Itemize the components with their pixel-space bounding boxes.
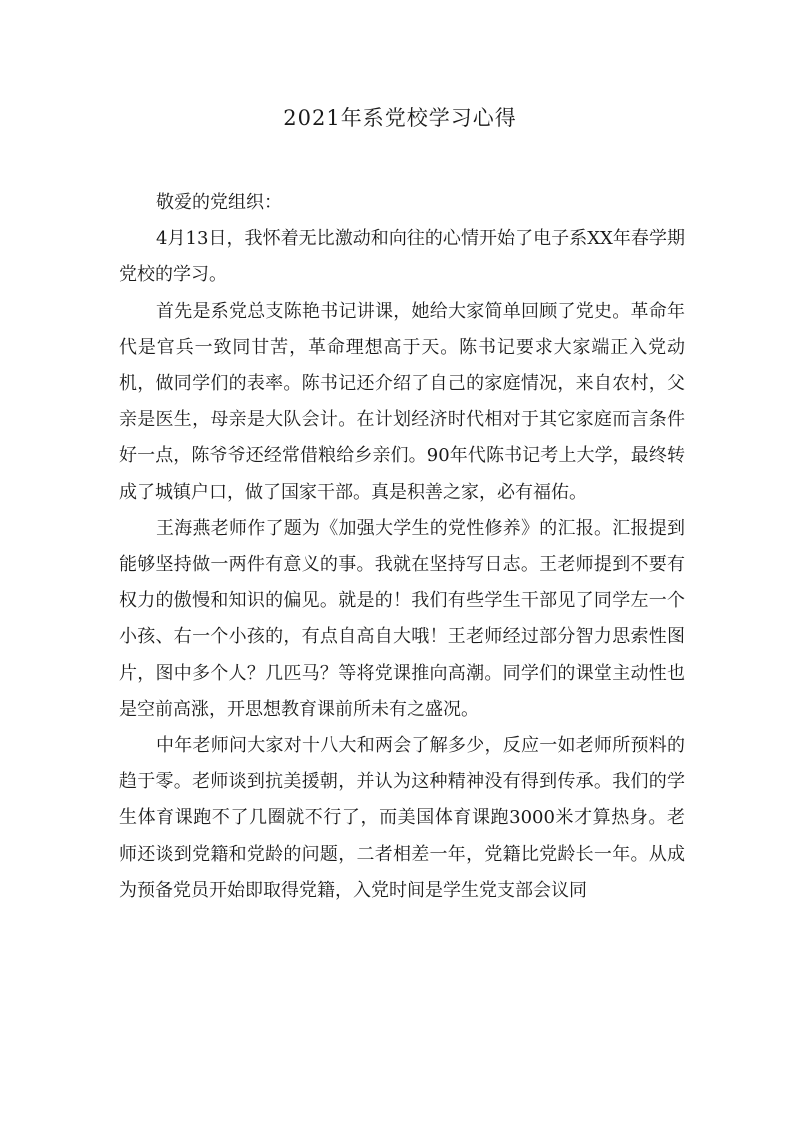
- paragraph: 4月13日，我怀着无比激动和向往的心情开始了电子系XX年春学期党校的学习。: [119, 228, 685, 286]
- paragraph: 首先是系党总支陈艳书记讲课，她给大家简单回顾了党史。革命年代是官兵一致同甘苦，革命理想高于天。陈书记要求大家端正入党动机，做同学们的表率。陈书记还介绍了自己的家庭情况，来自农村，父亲是医生，母亲是大队会计。在计划经济时代相对于其它家庭而言条件好一点，陈爷爷还经常借粮给乡亲们。90年代陈书记考上大学，最终转成了城镇户口，做了国家干部。真是积善之家，必有福佑。: [119, 300, 685, 503]
- paragraph: 王海燕老师作了题为《加强大学生的党性修养》的汇报。汇报提到能够坚持做一两件有意义的事。我就在坚持写日志。王老师提到不要有权力的傲慢和知识的偏见。就是的！我们有些学生干部见了同学左一个小孩、右一个小孩的，有点自高自大哦！王老师经过部分智力思索性图片，图中多个人？几匹马？等将党课推向高潮。同学们的课堂主动性也是空前高涨，开思想教育课前所未有之盛况。: [119, 517, 685, 720]
- paragraph: 中年老师问大家对十八大和两会了解多少，反应一如老师所预料的趋于零。老师谈到抗美援朝，并认为这种精神没有得到传承。我们的学生体育课跑不了几圈就不行了，而美国体育课跑3000米才算热身。老师还谈到党籍和党龄的问题，二者相差一年，党籍比党龄长一年。从成为预备党员开始即取得党籍，入党时间是学生党支部会议同: [119, 735, 685, 901]
- document-body: [119, 185, 685, 909]
- salutation: 敬爱的党组织：: [156, 192, 282, 213]
- document-title: 2021年系党校学习心得: [283, 106, 517, 130]
